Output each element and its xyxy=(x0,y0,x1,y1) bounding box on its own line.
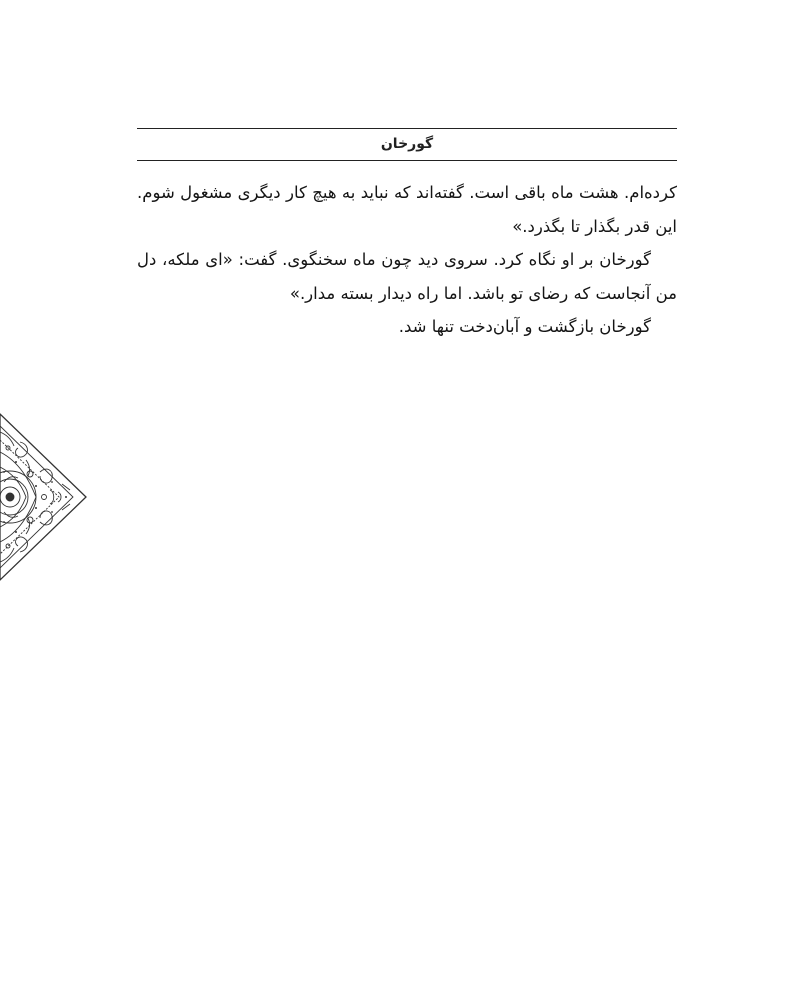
arabesque-half-medallion-icon xyxy=(0,412,90,582)
paragraph: گورخان بازگشت و آبان‌دخت تنها شد. xyxy=(398,317,651,336)
header-rule-bottom xyxy=(137,160,677,161)
paragraph: کرده‌ام. هشت ماه باقی است. گفته‌اند که نباید به هیچ کار دیگری مشغول شوم. این قدر بگذار تا بگذرد.» xyxy=(137,183,677,236)
running-header-title: گورخان xyxy=(380,136,434,152)
body-text xyxy=(137,176,677,344)
header-rule-top xyxy=(137,128,677,129)
paragraph: گورخان بر او نگاه کرد. سروی دید چون ماه سخنگوی. گفت: «ای ملکه، دل من آنجاست که رضای تو باشد. اما راه دیدار بسته مدار.» xyxy=(137,250,677,303)
